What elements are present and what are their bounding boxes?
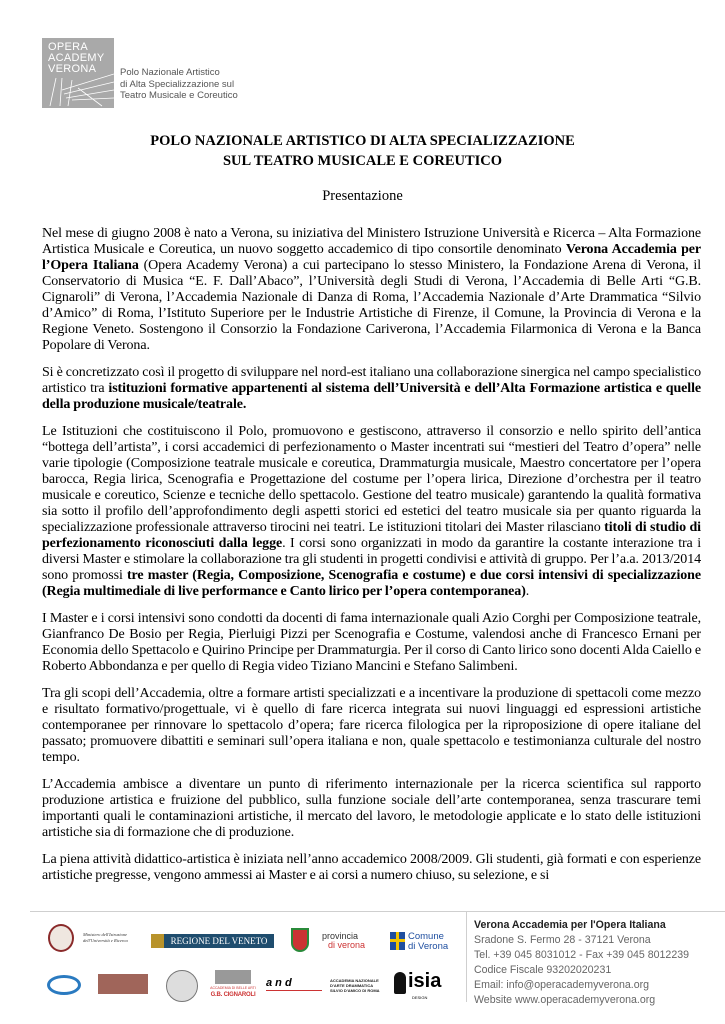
logo-text-line: OPERA xyxy=(48,41,89,53)
cignaroli-logo xyxy=(206,970,260,999)
isia-vase-icon xyxy=(394,972,406,994)
bold-text: titoli di studio di perfezionamento riconosciuti dalla legge xyxy=(42,520,701,551)
opera-academy-logo xyxy=(42,38,114,108)
footer-divider xyxy=(30,911,725,912)
caption-line: di Alta Specializzazione sul xyxy=(120,78,235,90)
footer-vertical-divider xyxy=(466,912,467,1002)
ministero-emblem-icon xyxy=(48,924,74,952)
provincia-coat-of-arms-icon xyxy=(291,928,309,952)
comune-cross-icon xyxy=(390,932,405,950)
logo-text: DESIGN xyxy=(412,995,428,1000)
logo-text-line: VERONA xyxy=(48,63,97,75)
bold-text: Verona Accademia per l’Opera Italiana xyxy=(42,242,701,273)
paragraph xyxy=(42,226,701,354)
paragraph xyxy=(42,611,701,675)
title-line: POLO NAZIONALE ARTISTICO DI ALTA SPECIALIZZAZIONE xyxy=(150,133,575,149)
paragraph xyxy=(42,686,701,766)
danza-academy-logo-icon: a n d xyxy=(266,976,322,991)
conservatorio-building-icon xyxy=(98,974,148,994)
logo-text: D'ARTE DRAMMATICA xyxy=(330,983,374,988)
text: Tra gli scopi dell’Accademia, oltre a formare artisti specializzati e a incentivare la produzione di spettacoli come mezzo e risultato formativo/progettuale, vi è quello di fare ricerca integrata sui nuovi linguaggi ed espressioni artistiche contemporanee per rinnovare lo spettacolo d’opera; fare ricerca filologica per la riproposizione di opere italiane del passato; promuovere dibattiti e seminari sull’opera italiana e non, quale spettacolo e testimonianza culturale del nostro tempo. xyxy=(42,686,701,765)
ministero-logo-text: Ministero dell'Istruzione dell'Università e Ricerca xyxy=(83,932,128,943)
logo-text: ACCADEMIA DI BELLE ARTI xyxy=(210,986,256,990)
text: . xyxy=(525,584,530,599)
contact-block xyxy=(474,918,689,1008)
text: Nel mese di giugno 2008 è nato a Verona, su iniziativa del Ministero Istruzione Università e Ricerca – Alta Formazione Artistica Musicale e Coreutica, un nuovo soggetto accademico di tipo consortile denominato xyxy=(42,226,701,257)
bold-text: istituzioni formative appartenenti al sistema dell’Università e dell’Alta Formazione artistica e quelle della produzione musicale/teatrale. xyxy=(42,381,701,412)
paragraph xyxy=(42,777,701,841)
document-body xyxy=(42,226,701,895)
contact-website[interactable]: Website www.operacademyverona.org xyxy=(474,994,656,1006)
caption-line: Teatro Musicale e Coreutico xyxy=(120,90,238,101)
contact-phone: Tel. +39 045 8031012 - Fax +39 045 8012239 xyxy=(474,949,689,961)
contact-email[interactable]: Email: info@operacademyverona.org xyxy=(474,979,650,991)
text: I Master e i corsi intensivi sono condotti da docenti di fama internazionale quali Azio Corghi per Composizione teatrale, Gianfranco De Bosio per Regia, Pierluigi Pizzi per Scenografia e Costume, valendosi anche di Francesco Ernani per Economia dello Spettacolo e Quirino Principe per Drammaturgia. Per il corso di Canto lirico sono docenti Alda Caiello e Roberto Abbondanza e per quello di Regia video Tiziano Mancini e Stefano Salimbeni. xyxy=(42,611,701,674)
bold-text: tre master (Regia, Composizione, Scenografia e costume) e due corsi intensivi di specializzazione (Regia multimediale di live performance e Canto lirico per l’opera contemporanea) xyxy=(42,568,701,599)
text: (Opera Academy Verona) a cui partecipano lo stesso Ministero, la Fondazione Arena di Verona, il Conservatorio di Musica “E. F. Dall’Abaco”, l’Università degli Studi di Verona, l’Accademia di Belle Arti “G.B. Cignaroli” di Verona, l’Accademia Nazionale di Danza di Roma, l’Accademia Nazionale d’Arte Drammatica “Silvio d’Amico” di Roma, l’Istituto Superiore per le Industrie Artistiche di Firenze, il Comune, la Provincia di Verona e la Regione Veneto. Sostengono il Consorzio la Fondazione Cariverona, l’Accademia Filarmonica di Verona e la Banca Popolare di Verona. xyxy=(42,258,701,353)
logo-text: SILVIO D'AMICO DI ROMA xyxy=(330,988,380,993)
logo-text: G.B. CIGNAROLI xyxy=(210,992,256,998)
logo-text: isia xyxy=(408,970,442,992)
contact-name: Verona Accademia per l'Opera Italiana xyxy=(474,919,666,931)
logo-text-line: ACADEMY xyxy=(48,52,105,64)
document-title xyxy=(0,131,725,171)
arena-foundation-logo-icon xyxy=(47,975,81,995)
provincia-verona-logo xyxy=(322,932,365,950)
logo-text: ACCADEMIA NAZIONALE xyxy=(330,978,379,983)
cignaroli-emblem-icon xyxy=(215,970,251,984)
title-line: SUL TEATRO MUSICALE E COREUTICO xyxy=(222,153,503,169)
logo-text: provincia xyxy=(322,931,359,941)
isia-logo xyxy=(394,970,450,1002)
regione-veneto-logo: REGIONE DEL VENETO xyxy=(151,934,274,948)
damico-academy-logo xyxy=(330,978,380,993)
text: Si è concretizzato così il progetto di sviluppare nel nord-est italiano una collaborazione sinergica nel campo specialistico artistico tra xyxy=(42,365,701,396)
paragraph xyxy=(42,424,701,600)
logo-text: di Verona xyxy=(408,941,449,952)
text: La piena attività didattico-artistica è iniziata nell’anno accademico 2008/2009. Gli studenti, già formati e con esperienze artistiche pregresse, vengono ammessi ai Master e ai corsi a numero chiuso, su selezione, e si xyxy=(42,852,701,883)
comune-verona-logo xyxy=(408,932,448,952)
caption-line: Polo Nazionale Artistico xyxy=(120,67,220,78)
text: . I corsi sono organizzati in modo da garantire la costante interazione tra i diversi Master e stimolare la collaborazione tra gli studenti in progetti condivisi e attività di gruppo. Per l’a.a. 2013/2014 sono promossi xyxy=(42,536,701,583)
paragraph xyxy=(42,365,701,413)
text: L’Accademia ambisce a diventare un punto di riferimento internazionale per la ricerca scientifica sul rapporto produzione artistica e fruizione del pubblico, sulla funzione sociale dell’arte contemporanea, senza trascurare temi importanti quali le contaminazioni artistiche, il mercato del lavoro, le metodologie applicate e lo stato delle istituzioni artistiche sia di formazione che di produzione. xyxy=(42,777,701,840)
logo-caption xyxy=(120,67,238,102)
universita-seal-icon xyxy=(166,970,198,1002)
logo-text: Comune xyxy=(408,931,444,942)
text: Le Istituzioni che costituiscono il Polo, promuovono e gestiscono, attraverso il consorzio e nello spirito dell’antica “bottega dell’artista”, i corsi accademici di perfezionamento o Master incentrati sui “mestieri del Teatro d’opera” nelle varie tipologie (Composizione teatrale musicale e coreutica, Drammaturgia musicale, Maestro concertatore per l’opera barocca, Regia lirica, Scenografia e Progettazione del costume per l’opera lirica, Direzione d’orchestra per il teatro musicale e coreutico, Scienze e tecniche dello spettacolo. Gestione del teatro musicale) garantendo la qualità formativa sia sotto il profilo dell’approfondimento degli aspetti storici ed estetici del teatro musicale sia per quanto riguarda la specializzazione professionale attraverso tirocini nei teatri. Le istituzioni titolari dei Master rilasciano xyxy=(42,424,701,535)
contact-tax-code: Codice Fiscale 93202020231 xyxy=(474,964,612,976)
paragraph xyxy=(42,852,701,884)
document-subtitle: Presentazione xyxy=(322,188,403,204)
contact-address: Sradone S. Fermo 28 - 37121 Verona xyxy=(474,934,651,946)
logo-text: di verona xyxy=(328,940,366,950)
